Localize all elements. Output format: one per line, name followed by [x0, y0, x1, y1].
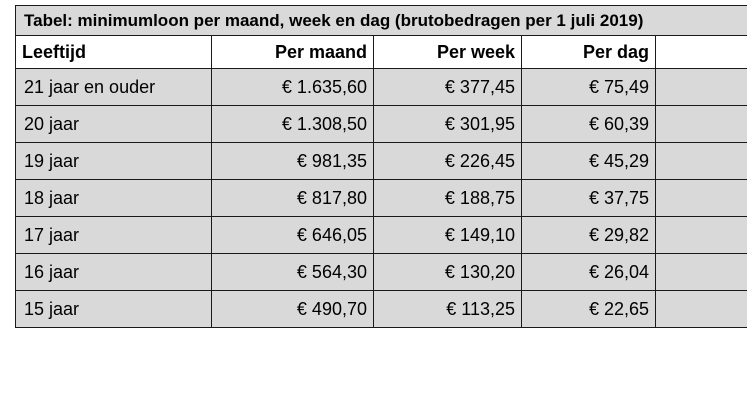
empty-cell: [656, 180, 747, 217]
table-caption: Tabel: minimumloon per maand, week en dag (brutobedragen per 1 juli 2019): [16, 6, 747, 36]
table-row: [16, 143, 747, 180]
per-day-cell: € 22,65: [522, 291, 656, 328]
per-day-cell: € 60,39: [522, 106, 656, 143]
column-header-empty: [656, 36, 747, 69]
per-day-cell: € 37,75: [522, 180, 656, 217]
column-header-age: Leeftijd: [16, 36, 212, 69]
empty-cell: [656, 217, 747, 254]
empty-cell: [656, 69, 747, 106]
age-cell: 20 jaar: [16, 106, 212, 143]
age-cell: 15 jaar: [16, 291, 212, 328]
per-month-cell: € 1.635,60: [212, 69, 374, 106]
table-caption-row: [16, 6, 747, 36]
table-row: [16, 254, 747, 291]
per-week-cell: € 188,75: [374, 180, 522, 217]
column-header-per-week: Per week: [374, 36, 522, 69]
column-header-per-month: Per maand: [212, 36, 374, 69]
empty-cell: [656, 143, 747, 180]
per-week-cell: € 149,10: [374, 217, 522, 254]
table-row: [16, 217, 747, 254]
age-cell: 21 jaar en ouder: [16, 69, 212, 106]
table-row: [16, 291, 747, 328]
per-week-cell: € 226,45: [374, 143, 522, 180]
empty-cell: [656, 291, 747, 328]
empty-cell: [656, 106, 747, 143]
table-row: [16, 69, 747, 106]
table-row: [16, 106, 747, 143]
age-cell: 19 jaar: [16, 143, 212, 180]
per-month-cell: € 564,30: [212, 254, 374, 291]
minimum-wage-table-container: [15, 5, 747, 328]
table-header-row: [16, 36, 747, 69]
age-cell: 16 jaar: [16, 254, 212, 291]
per-month-cell: € 981,35: [212, 143, 374, 180]
empty-cell: [656, 254, 747, 291]
per-month-cell: € 646,05: [212, 217, 374, 254]
per-day-cell: € 45,29: [522, 143, 656, 180]
age-cell: 18 jaar: [16, 180, 212, 217]
per-month-cell: € 490,70: [212, 291, 374, 328]
table-row: [16, 180, 747, 217]
per-day-cell: € 29,82: [522, 217, 656, 254]
age-cell: 17 jaar: [16, 217, 212, 254]
per-week-cell: € 130,20: [374, 254, 522, 291]
per-week-cell: € 301,95: [374, 106, 522, 143]
per-month-cell: € 817,80: [212, 180, 374, 217]
minimum-wage-table: [15, 5, 747, 328]
per-week-cell: € 377,45: [374, 69, 522, 106]
per-week-cell: € 113,25: [374, 291, 522, 328]
per-day-cell: € 26,04: [522, 254, 656, 291]
per-month-cell: € 1.308,50: [212, 106, 374, 143]
column-header-per-day: Per dag: [522, 36, 656, 69]
per-day-cell: € 75,49: [522, 69, 656, 106]
